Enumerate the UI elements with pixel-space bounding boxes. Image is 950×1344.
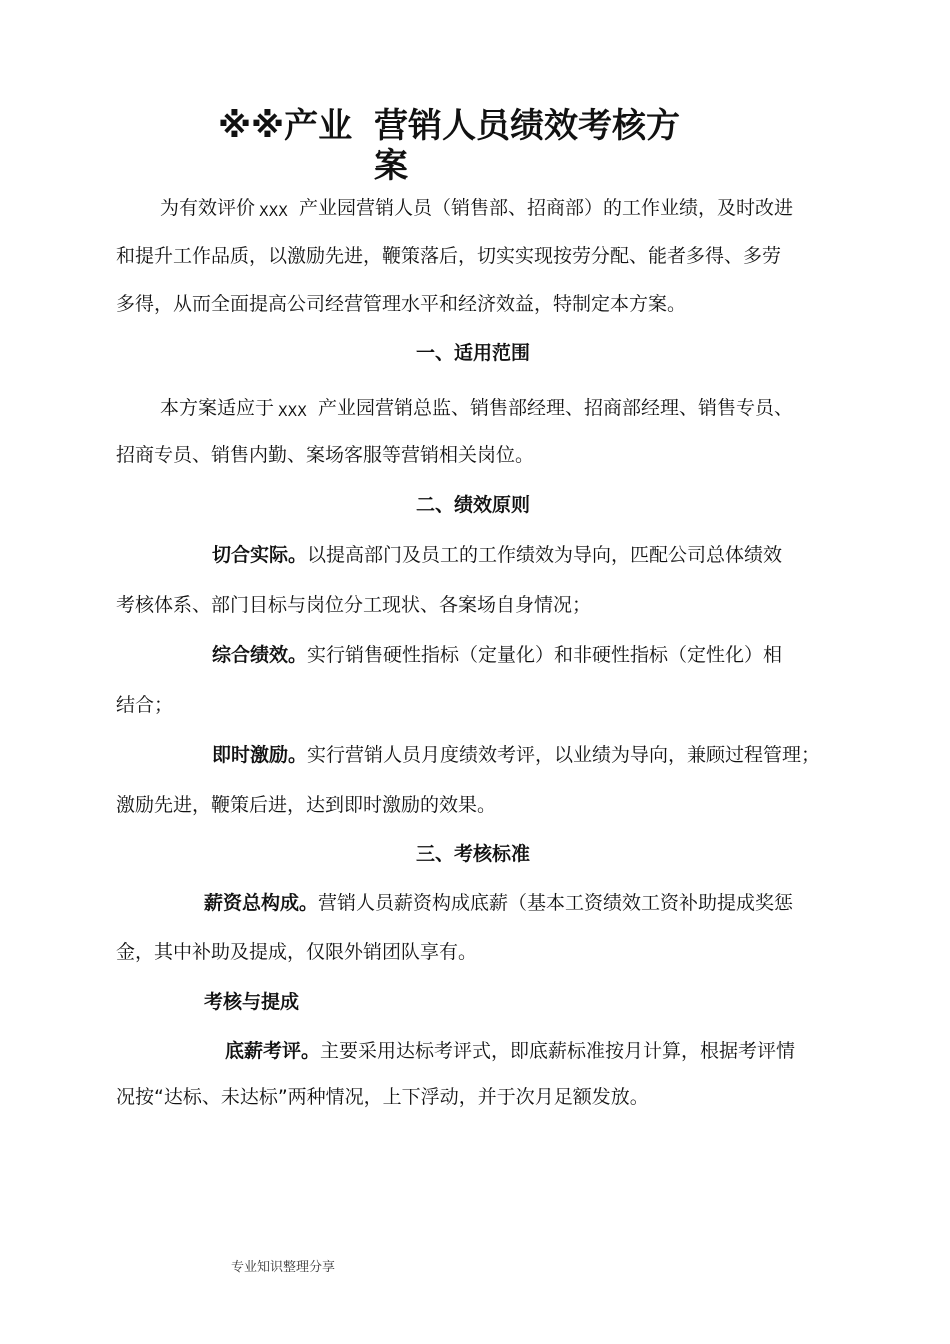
section3-p1-lead: 薪资总构成。	[204, 892, 319, 914]
intro-xxx: XXX	[259, 204, 288, 220]
section2-heading: 二、绩效原则	[416, 494, 531, 516]
section1-line2: 招商专员、销售内勤、案场客服等营销相关岗位。	[116, 444, 535, 466]
intro-line1-start: 为有效评价	[160, 197, 256, 219]
section3-p2-lead: 底薪考评。	[225, 1040, 321, 1062]
section3-p1-line2: 金，其中补助及提成，仅限外销团队享有。	[116, 941, 478, 963]
section2-p1-line1	[212, 543, 782, 567]
section2-p1-text: 以提高部门及员工的工作绩效为导向，匹配公司总体绩效	[307, 544, 783, 566]
section1-heading: 一、适用范围	[416, 342, 531, 364]
intro-line1-end: 产业园营销人员（销售部、招商部）的工作业绩，及时改进	[299, 197, 794, 219]
section2-p3-lead: 即时激励。	[212, 744, 308, 766]
section2-p2-text: 实行销售硬性指标（定量化）和非硬性指标（定性化）相	[307, 644, 783, 666]
intro-line2: 和提升工作品质，以激励先进，鞭策落后，切实实现按劳分配、能者多得、多劳	[116, 245, 782, 267]
title-part3: 案	[374, 146, 408, 186]
section3-p2-line2: 况按“达标、未达标”两种情况，上下浮动，并于次月足额发放。	[116, 1086, 649, 1108]
section3-p1-text: 营销人员薪资构成底薪（基本工资绩效工资补助提成奖惩	[318, 892, 794, 914]
section2-p2-line2: 结合；	[116, 694, 174, 716]
section3-heading: 三、考核标准	[416, 843, 531, 865]
title-part2: 营销人员绩效考核方	[374, 106, 680, 146]
section2-p1-line2: 考核体系、部门目标与岗位分工现状、各案场自身情况；	[116, 594, 592, 616]
title-part1: ※※产业	[218, 106, 353, 146]
section2-p2-lead: 综合绩效。	[212, 644, 308, 666]
section2-p3-line1	[212, 743, 820, 767]
section1-line1-end: 产业园营销总监、销售部经理、招商部经理、销售专员、	[318, 397, 794, 419]
section1-xxx: XXX	[278, 404, 307, 420]
intro-line1	[160, 196, 793, 220]
section1-line1-start: 本方案适应于	[160, 397, 275, 419]
section2-p3-text: 实行营销人员月度绩效考评，以业绩为导向，兼顾过程管理；	[307, 744, 821, 766]
section3-p2-text: 主要采用达标考评式，即底薪标准按月计算，根据考评情	[320, 1040, 796, 1062]
intro-line3: 多得，从而全面提高公司经营管理水平和经济效益，特制定本方案。	[116, 293, 687, 315]
section3-p2-line1	[225, 1039, 795, 1063]
section2-p1-lead: 切合实际。	[212, 544, 308, 566]
page-footer: 专业知识整理分享	[231, 1260, 336, 1275]
section3-subheading: 考核与提成	[204, 991, 300, 1013]
section3-p1-line1	[204, 891, 793, 915]
section2-p2-line1	[212, 643, 782, 667]
section1-line1	[160, 396, 793, 420]
section2-p3-line2: 激励先进，鞭策后进，达到即时激励的效果。	[116, 794, 497, 816]
